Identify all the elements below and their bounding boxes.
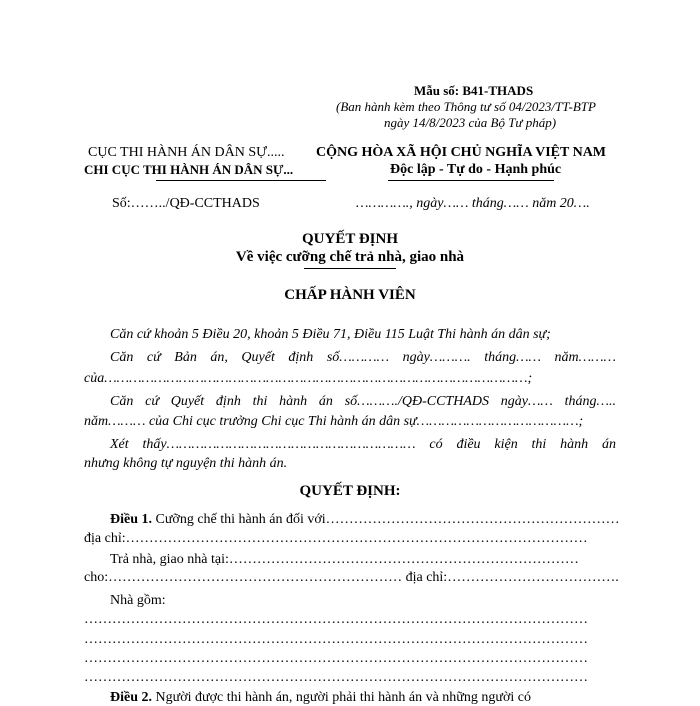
article-1-dots-3: ……………………………………………………………………………………………… — [84, 651, 588, 666]
agency-line2: CHI CỤC THI HÀNH ÁN DÂN SỰ... — [84, 162, 294, 177]
article-1-label: Điều 1. — [110, 512, 152, 527]
agency-underline — [156, 180, 326, 181]
decision-heading: QUYẾT ĐỊNH: — [299, 483, 401, 499]
basis-3b: năm……… của Chi cục trưởng Chi cục Thi hành án dân sự…………………………………; — [84, 414, 584, 429]
document-date: …………., ngày…… tháng…… năm 20…. — [356, 196, 590, 211]
agency-line1: CỤC THI HÀNH ÁN DÂN SỰ..... — [88, 145, 285, 160]
article-2-label: Điều 2. — [110, 690, 152, 705]
form-code: Mẫu số: B41-THADS — [414, 83, 534, 98]
nation-line1: CỘNG HÒA XÃ HỘI CHỦ NGHĨA VIỆT NAM — [316, 145, 607, 160]
article-1-handover: Trả nhà, giao nhà tại:………………………………………………………………… — [110, 552, 579, 567]
form-issued-line2: ngày 14/8/2023 của Bộ Tư pháp) — [384, 115, 557, 130]
document-number: Số:……../QĐ-CCTHADS — [112, 196, 260, 211]
article-1-dots-4: ……………………………………………………………………………………………… — [84, 670, 588, 685]
article-1-text: Cưỡng chế thi hành án đối với……………………………………………………… — [152, 512, 620, 527]
article-1-address: địa chỉ:……………………………………………………………………………………… — [84, 531, 588, 546]
article-2 — [110, 690, 531, 706]
basis-4a: Xét thấy…………………………………………………… có điều kiện thi hành án — [110, 437, 616, 452]
article-1-house-label: Nhà gồm: — [110, 593, 166, 608]
subtitle-underline — [304, 268, 396, 269]
document-subtitle: Về việc cưỡng chế trả nhà, giao nhà — [235, 249, 465, 265]
article-1-dots-2: ……………………………………………………………………………………………… — [84, 632, 588, 647]
document-title: QUYẾT ĐỊNH — [302, 231, 398, 247]
article-1-dots-1: ……………………………………………………………………………………………… — [84, 612, 588, 627]
basis-3a: Căn cứ Quyết định thi hành án số………./QĐ-CCTHADS ngày…… tháng….. — [110, 394, 616, 409]
article-1 — [110, 512, 620, 528]
form-issued-line1: (Ban hành kèm theo Thông tư số 04/2023/TT-BTP — [336, 99, 596, 114]
article-2-text: Người được thi hành án, người phải thi hành án và những người có — [152, 690, 531, 705]
basis-2a: Căn cứ Bản án, Quyết định số………… ngày………. tháng…… năm……… — [110, 350, 616, 365]
nation-underline — [388, 180, 554, 181]
basis-4b: nhưng không tự nguyện thi hành án. — [84, 456, 288, 471]
basis-2b: của…………………………………………………………………………………………; — [84, 371, 533, 386]
issuer-title: CHẤP HÀNH VIÊN — [284, 287, 416, 303]
basis-1: Căn cứ khoản 5 Điều 20, khoản 5 Điều 71, Điều 115 Luật Thi hành án dân sự; — [110, 327, 551, 342]
article-1-recipient: cho:……………………………………………………… địa chỉ:………………………………. — [84, 570, 619, 585]
nation-line2: Độc lập - Tự do - Hạnh phúc — [390, 162, 562, 177]
